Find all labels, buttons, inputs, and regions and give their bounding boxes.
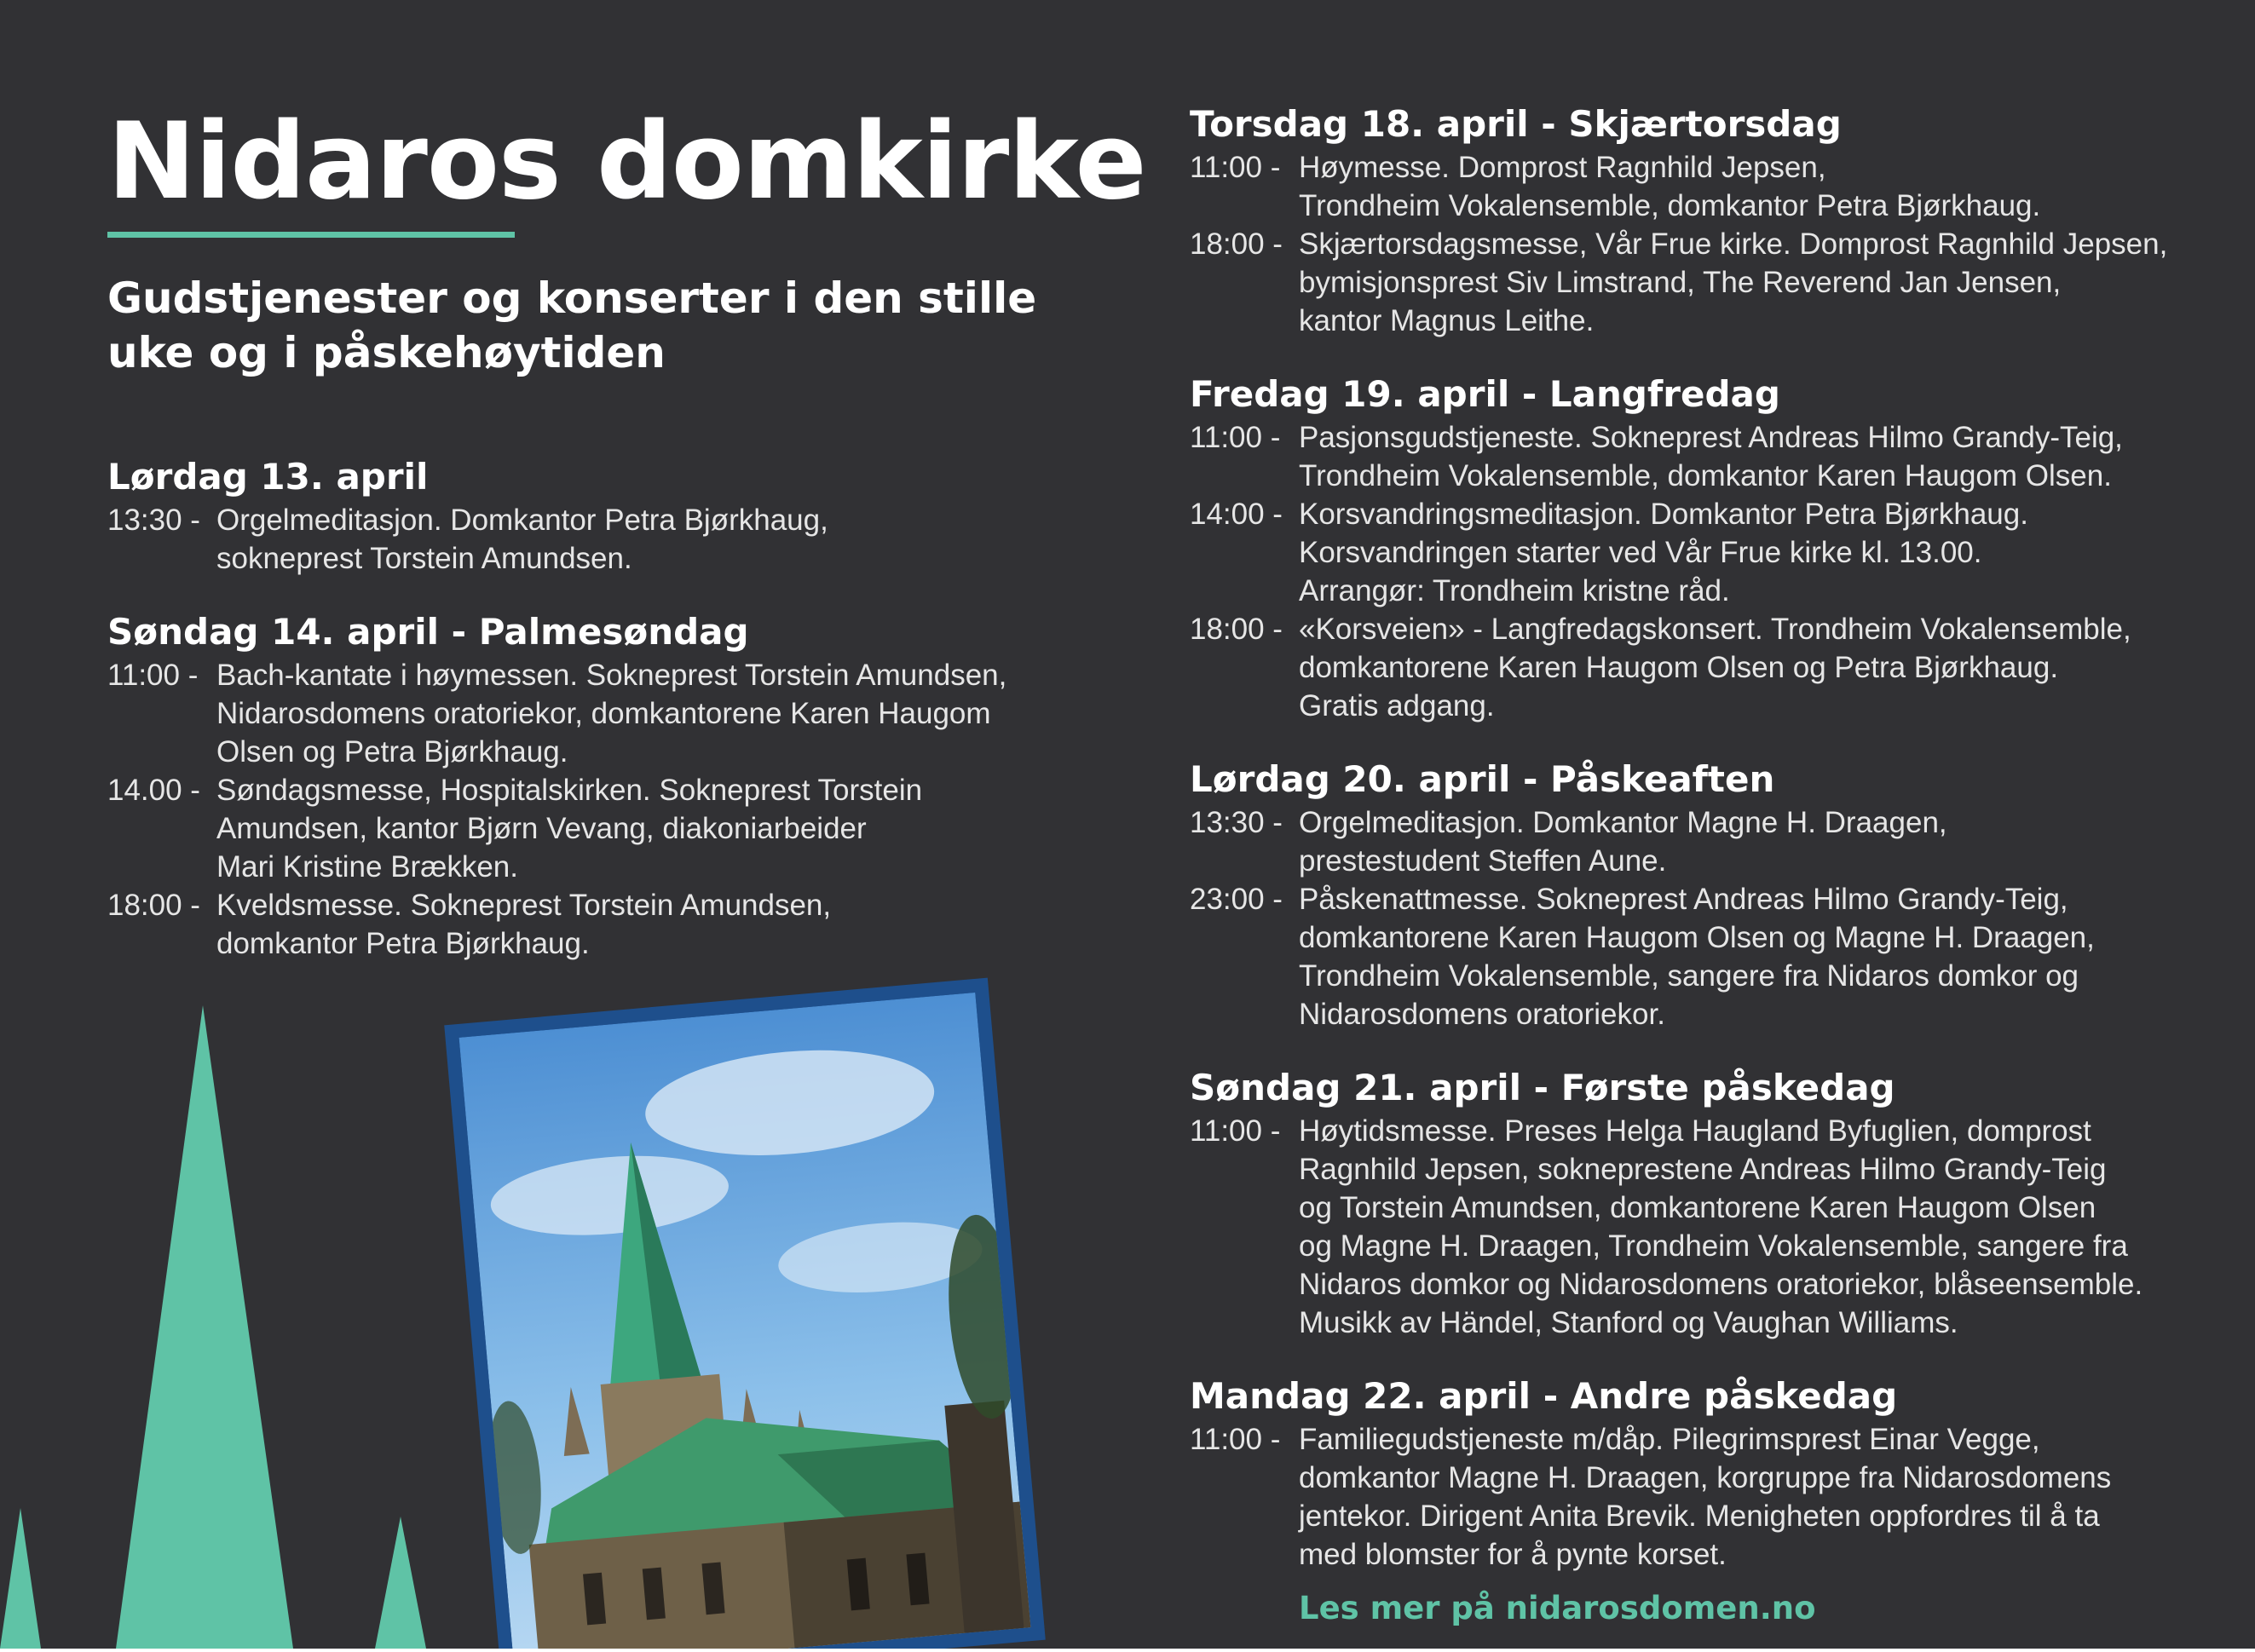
event-description-line: Kveldsmesse. Sokneprest Torstein Amundsen, [216,889,832,922]
event-description-line: Pasjonsgudstjeneste. Sokneprest Andreas Hilmo Grandy-Teig, [1299,421,2123,454]
day-block [1190,1064,2229,1342]
event-description-line: domkantor Petra Bjørkhaug. [216,927,590,960]
event-description [216,886,1147,963]
title-underline [107,232,515,238]
schedule-right-column [1190,101,2229,1604]
event-time: 18:00 - [107,889,200,922]
event-description-line: Arrangør: Trondheim kristne råd. [1299,574,1730,607]
event-description-line: og Torstein Amundsen, domkantorene Karen Haugom Olsen [1299,1191,2096,1224]
event-description-line: domkantor Magne H. Draagen, korgruppe fra Nidarosdomens [1299,1461,2112,1494]
event-item [1190,610,2229,725]
day-block [1190,1373,2229,1574]
event-description [1299,495,2229,610]
event-time: 13:30 - [107,504,200,537]
event-item [1190,880,2229,1033]
event-item [1190,495,2229,610]
event-time: 14:00 - [1190,498,1283,531]
event-item [1190,803,2229,880]
event-time: 13:30 - [1190,806,1283,839]
day-block [107,608,1147,963]
event-time: 23:00 - [1190,883,1283,916]
event-description-line: Høytidsmesse. Preses Helga Haugland Byfuglien, domprost [1299,1114,2091,1148]
day-heading: Lørdag 13. april [107,456,429,498]
event-time: 11:00 - [1190,1114,1281,1148]
event-item [107,886,1147,963]
event-item [1190,1420,2229,1574]
event-item [1190,418,2229,495]
event-description-line: bymisjonsprest Siv Limstrand, The Reverend Jan Jensen, [1299,266,2062,299]
event-description [1299,880,2229,1033]
event-description-line: og Magne H. Draagen, Trondheim Vokalensemble, sangere fra [1299,1229,2128,1263]
event-description-line: «Korsveien» - Langfredagskonsert. Trondheim Vokalensemble, [1299,613,2131,646]
event-item [107,501,1147,578]
event-description-line: Gratis adgang. [1299,689,1495,722]
event-description [216,501,1147,578]
day-block [1190,101,2229,340]
event-description-line: Familiegudstjeneste m/dåp. Pilegrimsprest Einar Vegge, [1299,1423,2040,1456]
event-description [1299,803,2229,880]
page-title: Nidaros domkirke [107,101,1146,223]
event-description [1299,1420,2229,1574]
event-item [107,656,1147,771]
event-description-line: Korsvandringsmeditasjon. Domkantor Petra Bjørkhaug. [1299,498,2028,531]
event-description [1299,225,2229,340]
cathedral-photo [444,978,1046,1649]
day-heading: Torsdag 18. april - Skjærtorsdag [1190,103,1842,145]
event-description [1299,148,2229,225]
spire-tall [116,1005,293,1649]
event-description-line: domkantorene Karen Haugom Olsen og Magne H. Draagen, [1299,921,2095,954]
event-description-line: Nidaros domkor og Nidarosdomens oratoriekor, blåseensemble. [1299,1268,2143,1301]
event-description-line: Olsen og Petra Bjørkhaug. [216,735,568,768]
day-heading: Søndag 14. april - Palmesøndag [107,611,749,653]
event-item [1190,148,2229,225]
day-heading: Mandag 22. april - Andre påskedag [1190,1375,1898,1417]
event-time: 14.00 - [107,774,200,807]
event-description [216,771,1147,886]
event-description [1299,418,2229,495]
event-description-line: Påskenattmesse. Sokneprest Andreas Hilmo Grandy-Teig, [1299,883,2068,916]
day-block [1190,756,2229,1033]
event-description-line: prestestudent Steffen Aune. [1299,844,1667,878]
day-heading: Fredag 19. april - Langfredag [1190,373,1780,415]
schedule-left-column [107,453,1147,993]
event-description [1299,610,2229,725]
event-description [1299,1112,2229,1342]
event-time: 11:00 - [1190,421,1281,454]
event-description-line: Søndagsmesse, Hospitalskirken. Sokneprest Torstein [216,774,923,807]
event-description-line: domkantorene Karen Haugom Olsen og Petra Bjørkhaug. [1299,651,2059,684]
event-time: 11:00 - [1190,1423,1281,1456]
event-description-line: Amundsen, kantor Bjørn Vevang, diakoniarbeider [216,812,867,845]
event-description-line: Skjærtorsdagsmesse, Vår Frue kirke. Domprost Ragnhild Jepsen, [1299,227,2168,261]
day-heading: Lørdag 20. april - Påskeaften [1190,758,1775,800]
event-description-line: Trondheim Vokalensemble, domkantor Petra Bjørkhaug. [1299,189,2041,222]
spire-small-right [375,1517,426,1649]
event-description-line: Trondheim Vokalensemble, sangere fra Nidaros domkor og [1299,959,2079,993]
page-subtitle: Gudstjenester og konserter i den stille uke og i påskehøytiden [107,273,1037,377]
event-item [107,771,1147,886]
website-link[interactable]: Les mer på nidarosdomen.no [1299,1590,1816,1626]
event-time: 11:00 - [1190,151,1281,184]
event-description-line: kantor Magnus Leithe. [1299,304,1595,337]
event-item [1190,1112,2229,1342]
event-time: 18:00 - [1190,227,1283,261]
event-description [216,656,1147,771]
event-item [1190,225,2229,340]
event-description-line: Bach-kantate i høymessen. Sokneprest Torstein Amundsen, [216,659,1007,692]
event-description-line: Korsvandringen starter ved Vår Frue kirke kl. 13.00. [1299,536,1982,569]
day-block [1190,371,2229,725]
spire-small-left [0,1508,41,1649]
event-description-line: Orgelmeditasjon. Domkantor Petra Bjørkhaug, [216,504,828,537]
spire-decoration [0,1005,443,1649]
day-heading: Søndag 21. april - Første påskedag [1190,1067,1895,1108]
event-time: 11:00 - [107,659,199,692]
day-block [107,453,1147,578]
event-description-line: Nidarosdomens oratoriekor, domkantorene Karen Haugom [216,697,991,730]
event-description-line: jentekor. Dirigent Anita Brevik. Menigheten oppfordres til å ta [1299,1499,2100,1533]
event-description-line: Orgelmeditasjon. Domkantor Magne H. Draagen, [1299,806,1947,839]
event-description-line: sokneprest Torstein Amundsen. [216,542,632,575]
event-description-line: Musikk av Händel, Stanford og Vaughan Williams. [1299,1306,1958,1339]
event-description-line: Trondheim Vokalensemble, domkantor Karen Haugom Olsen. [1299,459,2112,492]
event-description-line: Høymesse. Domprost Ragnhild Jepsen, [1299,151,1826,184]
event-description-line: Nidarosdomens oratoriekor. [1299,998,1665,1031]
event-time: 18:00 - [1190,613,1283,646]
event-description-line: Mari Kristine Brækken. [216,850,518,884]
event-description-line: med blomster for å pynte korset. [1299,1538,1727,1571]
event-description-line: Ragnhild Jepsen, sokneprestene Andreas Hilmo Grandy-Teig [1299,1153,2107,1186]
